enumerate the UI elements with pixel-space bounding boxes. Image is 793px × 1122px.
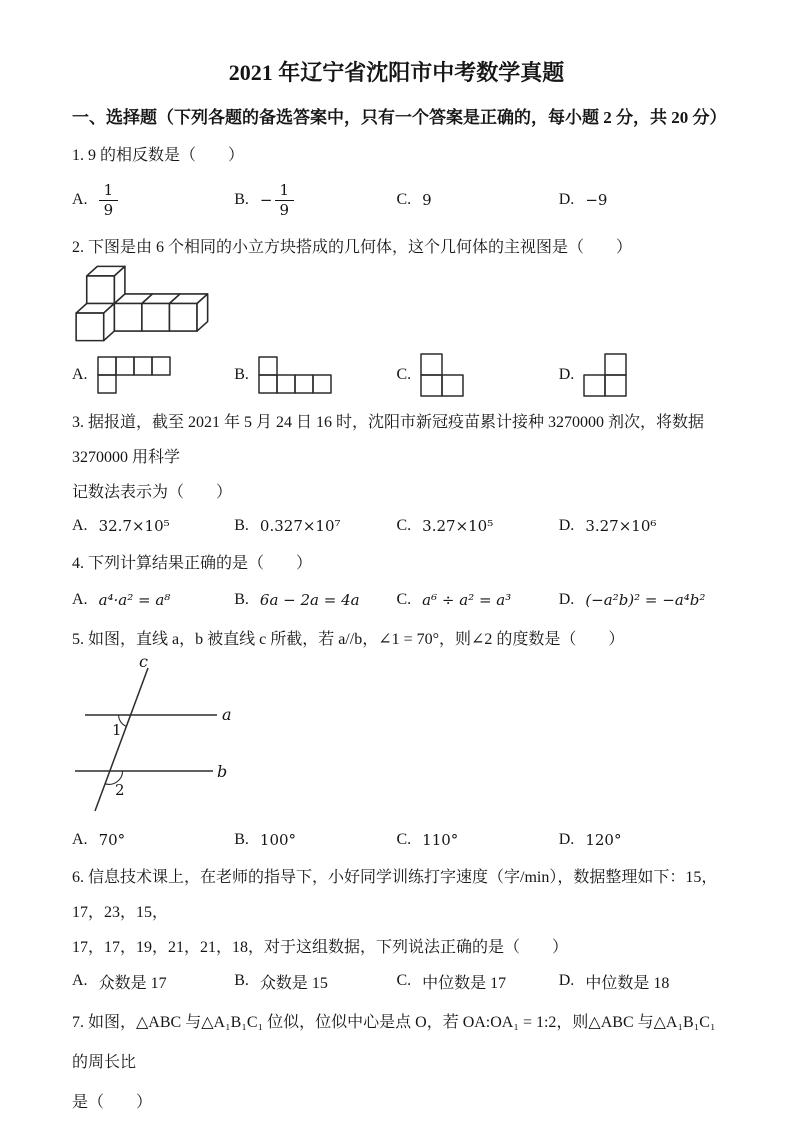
parallel-lines-figure [72,654,302,824]
q4-option-c-label: C. [396,591,412,608]
q3-option-a-value: 32.7×10⁵ [98,517,170,535]
q5-option-a [72,826,234,854]
q6-option-d-label: D. [558,972,575,989]
question-1-options [72,174,721,226]
fraction-numerator: 1 [99,181,119,201]
question-2-text: 2. 下图是由 6 个相同的小立方块搭成的几何体，这个几何体的主视图是（ ） [72,239,633,256]
q2-option-c-label: C. [396,366,412,383]
q5-option-c [397,826,559,854]
q5-option-c-label: C. [396,831,412,848]
q3-option-b-label: B. [234,517,249,534]
minus-sign: − [259,191,273,209]
q5-option-a-label: A. [72,831,88,848]
q5-option-b-label: B. [234,831,249,848]
q5-option-b [234,826,396,854]
question-5-options [72,826,721,854]
fraction-denominator: 9 [279,200,290,219]
q6-option-b [234,967,396,995]
q3-option-c [397,512,559,540]
q4-option-d [559,586,721,614]
question-6-options [72,967,721,995]
question-1-text: 1. 9 的相反数是（ ） [72,147,245,164]
q6-option-a-label: A. [72,972,88,989]
q5-option-c-value: 110° [422,831,459,849]
q6-option-c-value: 中位数是 17 [422,974,507,992]
q5-option-d [559,826,721,854]
page-title: 2021 年辽宁省沈阳市中考数学真题 [228,60,565,85]
section-heading: 一、选择题（下列各题的备选答案中，只有一个答案是正确的，每小题 2 分，共 20 分） [72,108,727,127]
question-2-options [72,353,721,397]
line-c-label: c [139,654,148,671]
question-7-text [72,1003,721,1122]
front-view-c-figure [420,353,464,397]
q2-option-c [397,353,559,397]
q6-option-a [72,967,234,995]
q2-option-a [72,356,234,394]
q2-option-b [234,356,396,394]
q6-line-2: 17，17，19，21，21，18，对于这组数据，下列说法正确的是（ ） [72,939,569,956]
q6-line-1: 6. 信息技术课上，在老师的指导下，小好同学训练打字速度（字/min），数据整理如下：15，17，23，15， [72,869,718,921]
q4-option-a [72,586,234,614]
q3-option-d-label: D. [558,517,575,534]
q1-option-a [72,181,234,220]
fraction-denominator: 9 [103,200,114,219]
q4-option-b [234,586,396,614]
q6-option-c [397,967,559,995]
q3-option-a [72,512,234,540]
q3-line-2: 记数法表示为（ ） [72,484,233,501]
q5-option-d-label: D. [558,831,575,848]
q3-option-d [559,512,721,540]
question-4-options [72,586,721,614]
q1-option-d-value: −9 [585,191,608,209]
question-5-text: 5. 如图，直线 a，b 被直线 c 所截，若 a//b，∠1 = 70°，则∠2 的度数是（ ） [72,631,625,648]
q4-option-b-value: 6a − 2a = 4a [259,591,360,609]
q6-option-c-label: C. [396,972,412,989]
q6-option-b-value: 众数是 15 [259,974,328,992]
question-4-text: 4. 下列计算结果正确的是（ ） [72,555,313,572]
q2-option-b-label: B. [234,366,249,383]
q3-option-c-value: 3.27×10⁵ [422,517,494,535]
top-cube [87,266,125,303]
q4-option-b-label: B. [234,591,249,608]
q6-option-b-label: B. [234,972,249,989]
q6-option-d-value: 中位数是 18 [585,974,670,992]
line-a-label: a [222,705,232,724]
question-3-options [72,512,721,540]
cube-stack-figure [74,264,214,343]
q3-option-b-value: 0.327×10⁷ [259,517,341,535]
q1-option-c-value: 9 [422,191,432,209]
q3-option-b [234,512,396,540]
q4-option-d-value: (−a²b)² = −a⁴b² [585,591,706,609]
q1-option-b [234,181,396,220]
q4-option-a-value: a⁴·a² = a⁸ [98,591,171,609]
q2-option-d-label: D. [558,366,575,383]
q1-option-b-fraction [275,181,295,220]
q4-option-c [397,586,559,614]
question-6-text [72,860,721,965]
q5-option-a-value: 70° [98,831,126,849]
front-view-b-figure [258,356,332,394]
front-view-a-figure [97,356,171,394]
q1-option-a-fraction [99,181,119,220]
angle-1-label: 1 [112,721,122,739]
q1-option-a-label: A. [72,191,88,208]
q4-option-a-label: A. [72,591,88,608]
q1-option-d-label: D. [558,191,575,208]
q4-option-c-value: a⁶ ÷ a² = a³ [422,591,512,609]
q3-option-a-label: A. [72,517,88,534]
q6-option-a-value: 众数是 17 [98,974,167,992]
q2-option-d [559,353,721,397]
angle-2-label: 2 [115,781,125,799]
front-view-d-figure [583,353,627,397]
q2-option-a-label: A. [72,366,88,383]
q1-option-b-label: B. [234,191,249,208]
q3-line-1: 3. 据报道，截至 2021 年 5 月 24 日 16 时，沈阳市新冠疫苗累计接种 3270000 剂次，将数据 3270000 用科学 [72,414,705,466]
q1-option-d [559,186,721,214]
question-3-text [72,405,721,510]
q6-option-d [559,967,721,995]
q5-option-d-value: 120° [585,831,622,849]
q3-option-d-value: 3.27×10⁶ [585,517,657,535]
q4-option-d-label: D. [558,591,575,608]
q1-option-c-label: C. [396,191,412,208]
line-b-label: b [217,762,228,781]
q3-option-c-label: C. [396,517,412,534]
q5-option-b-value: 100° [259,831,297,849]
q7-line-1: 7. 如图，△ABC 与△A₁B₁C₁ 位似，位似中心是点 O，若 OA:OA₁ = 1:2，则△ABC 与△A₁B₁C₁ 的周长比 [72,1014,716,1071]
q7-line-2: 是（ ） [72,1094,153,1111]
q1-option-c [397,186,559,214]
fraction-numerator: 1 [275,181,295,201]
front-cube [76,304,114,341]
